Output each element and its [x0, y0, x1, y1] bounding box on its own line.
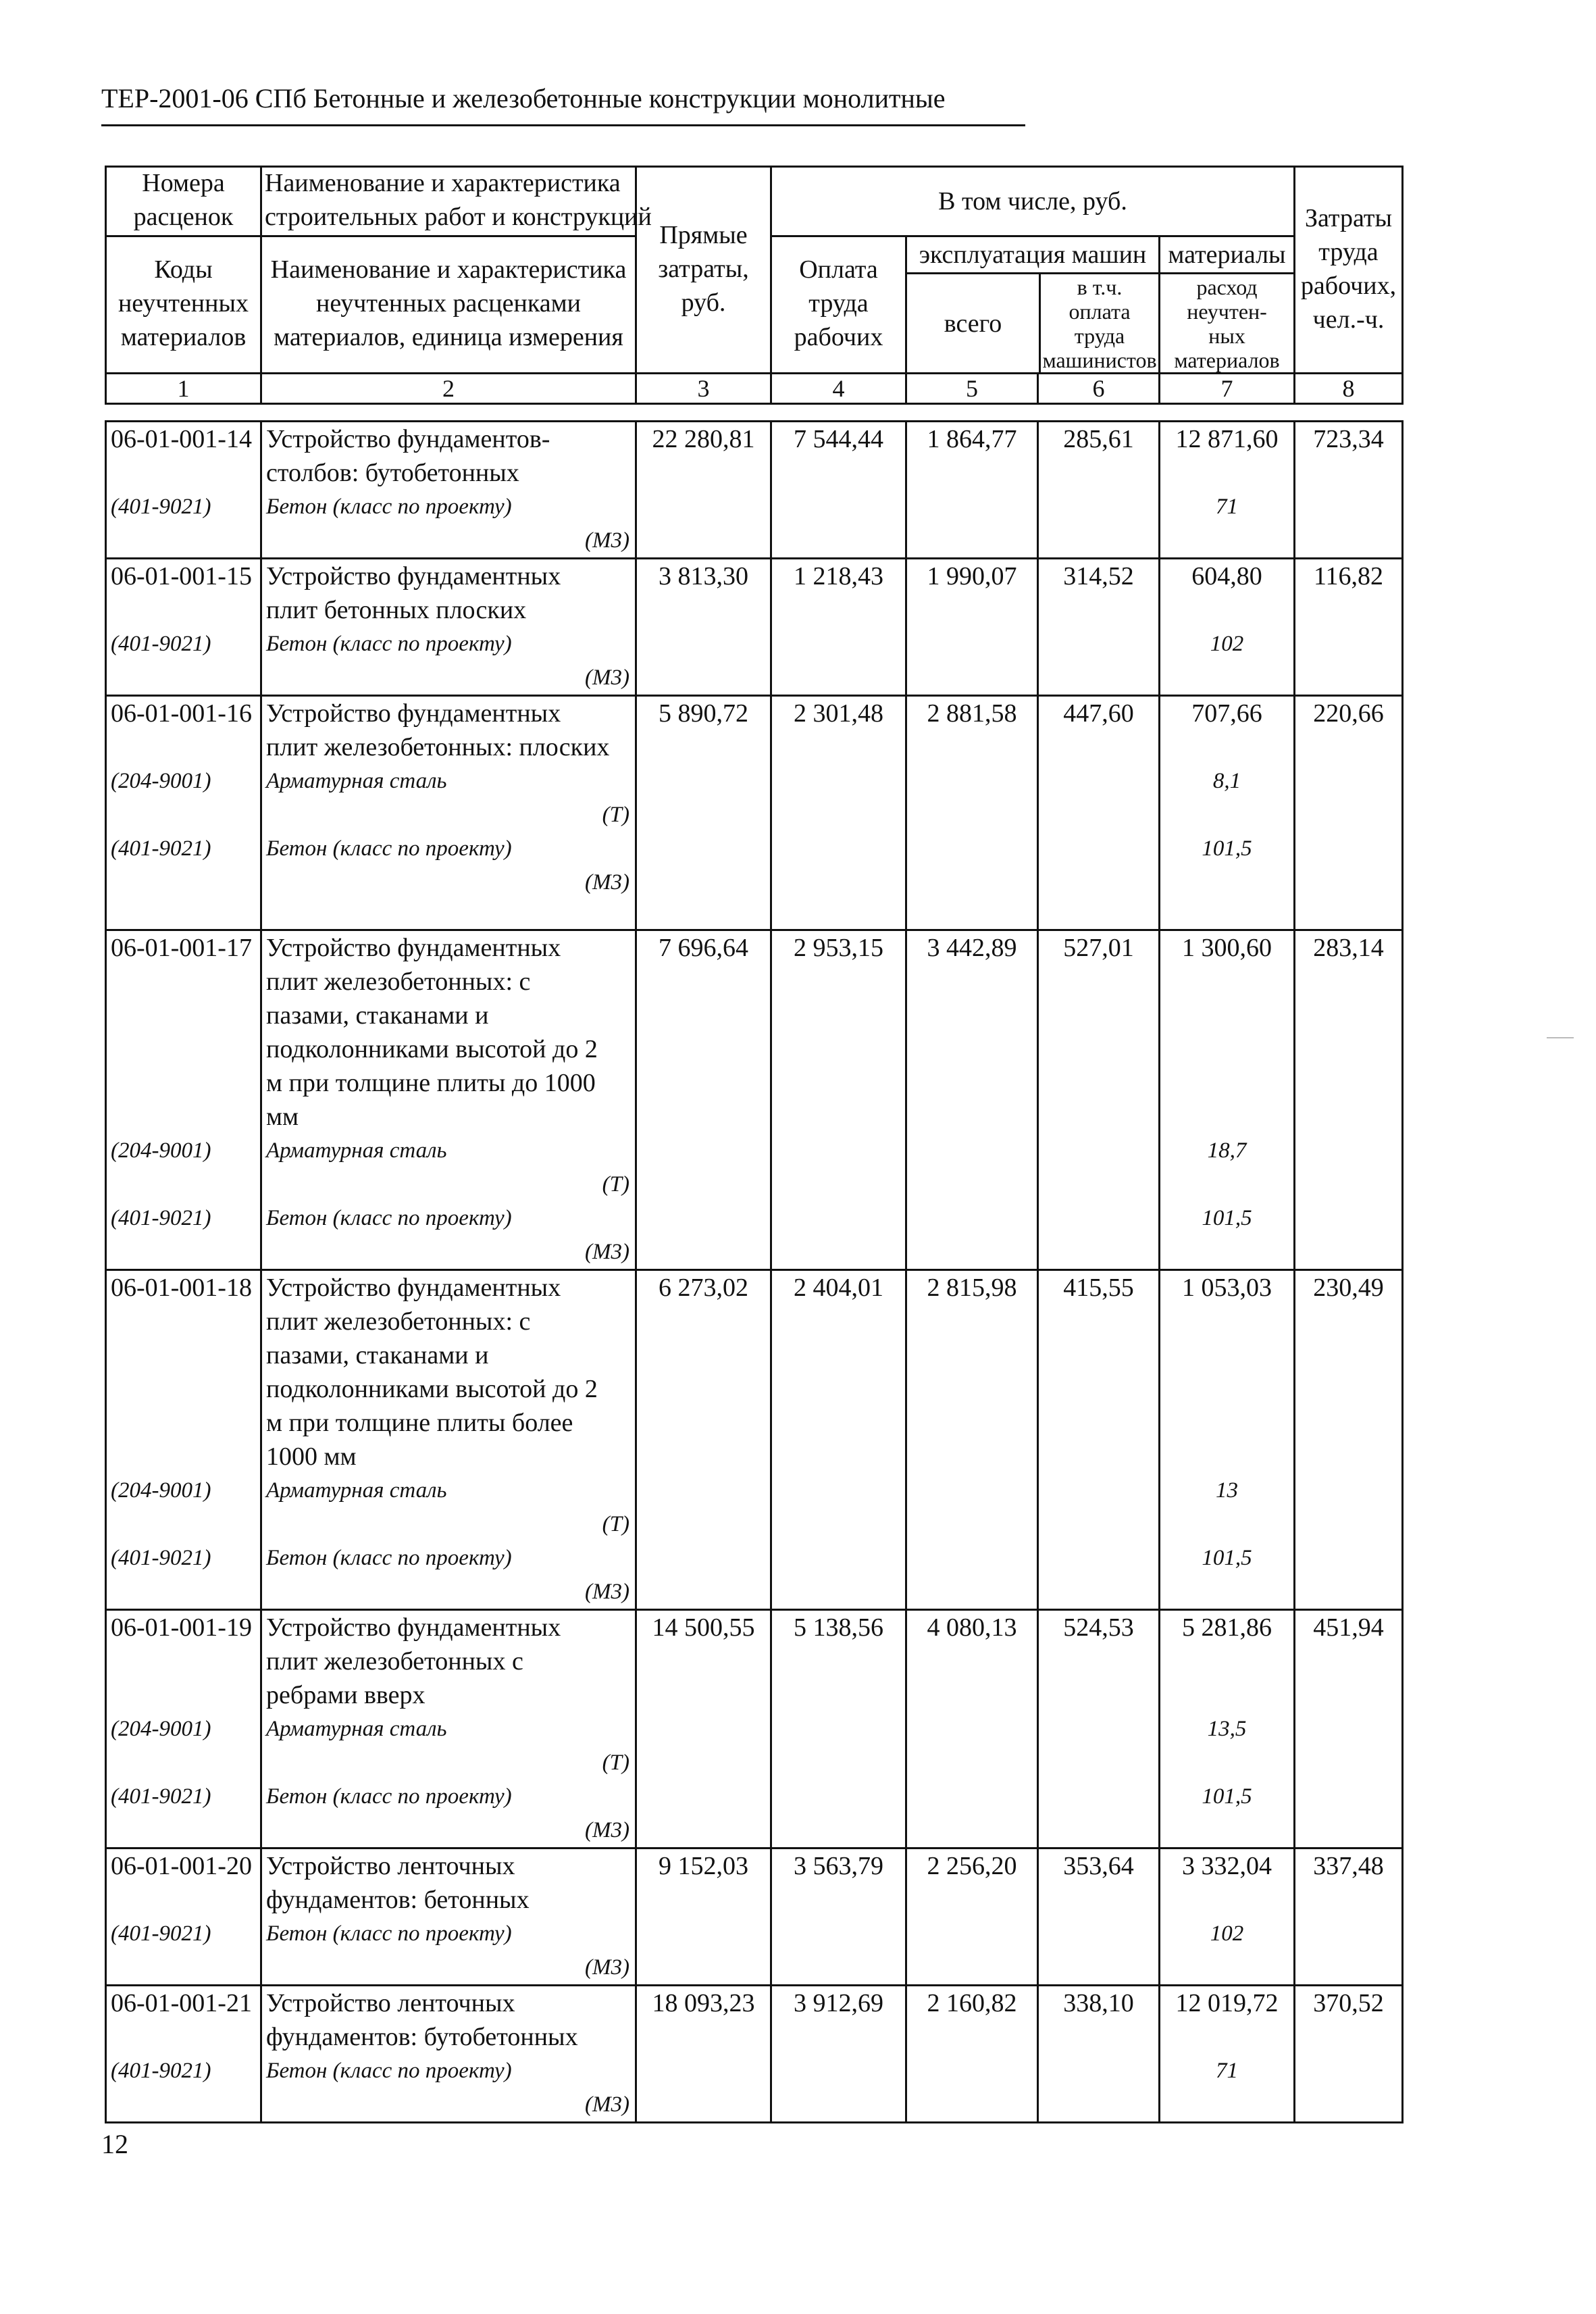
work-name-line: Устройство фундаментных — [266, 562, 561, 590]
material-name: Бетон (класс по проекту) — [266, 1206, 512, 1230]
material-code: (401-9021) — [111, 632, 211, 656]
workers-pay-header: Оплата труда рабочих — [771, 236, 906, 374]
material-name: Бетон (класс по проекту) — [266, 2059, 512, 2083]
work-name-line: плит бетонных плоских — [266, 596, 527, 624]
material-unit: (М3) — [585, 1580, 629, 1604]
machinists-pay-value: 415,55 — [1038, 1270, 1160, 1610]
materials-value: 1 053,03 13 101,5 — [1160, 1270, 1295, 1610]
workers-pay-value: 3 563,79 — [771, 1848, 906, 1986]
direct-costs-value: 6 273,02 — [636, 1270, 771, 1610]
material-code: (204-9001) — [111, 1478, 211, 1503]
labor-hours-value: 337,48 — [1295, 1848, 1403, 1986]
labor-hours-value: 230,49 — [1295, 1270, 1403, 1610]
material-name: Бетон (класс по проекту) — [266, 1546, 512, 1570]
labor-hours-value: 370,52 — [1295, 1986, 1403, 2123]
machines-label: эксплуатация машин — [907, 237, 1158, 274]
machines-total-value: 1 864,77 — [906, 422, 1038, 559]
material-quantity: 13 — [1216, 1478, 1238, 1503]
workers-pay-value: 2 301,48 — [771, 696, 906, 930]
labor-hours-value: 451,94 — [1295, 1610, 1403, 1848]
labor-hours-header: Затраты труда рабочих, чел.-ч. — [1295, 167, 1403, 374]
column-number: 1 — [106, 374, 261, 404]
workers-pay-value: 1 218,43 — [771, 559, 906, 696]
work-name-line: Устройство фундаментных — [266, 699, 561, 728]
material-name: Бетон (класс по проекту) — [266, 632, 512, 656]
rate-code: 06-01-001-16 — [111, 699, 252, 728]
materials-value: 1 300,60 18,7 101,5 — [1160, 930, 1295, 1270]
material-code: (401-9021) — [111, 495, 211, 519]
material-unit: (Т) — [602, 803, 629, 827]
work-name-line: м при толщине плиты до 1000 — [266, 1069, 596, 1097]
table-row — [106, 1986, 1403, 2123]
col1-top-header: Номера расценок — [106, 167, 261, 236]
machines-total-value: 1 990,07 — [906, 559, 1038, 696]
material-name: Бетон (класс по проекту) — [266, 1921, 512, 1946]
direct-costs-value: 22 280,81 — [636, 422, 771, 559]
machines-total-value: 2 815,98 — [906, 1270, 1038, 1610]
labor-hours-value: 116,82 — [1295, 559, 1403, 696]
table-row — [106, 696, 1403, 930]
material-unit: (М3) — [585, 2092, 629, 2117]
material-unit: (М3) — [585, 1818, 629, 1842]
work-name-cell — [261, 1986, 636, 2123]
machines-total-value: 4 080,13 — [906, 1610, 1038, 1848]
work-name-line: плит железобетонных с — [266, 1647, 523, 1676]
machines-total-value: 2 160,82 — [906, 1986, 1038, 2123]
machines-total-value: 3 442,89 — [906, 930, 1038, 1270]
col2-top-header: Наименование и характеристика строительных работ и конструкций — [261, 167, 636, 236]
rate-code: 06-01-001-17 — [111, 934, 252, 962]
work-name-line: плит железобетонных: с — [266, 967, 531, 996]
scan-mark — [1547, 1037, 1574, 1038]
material-quantity: 102 — [1210, 1921, 1244, 1946]
materials-label: материалы — [1160, 237, 1293, 274]
table-row — [106, 559, 1403, 696]
table-row — [106, 422, 1403, 559]
work-name-line: ребрами вверх — [266, 1681, 426, 1709]
material-name: Арматурная сталь — [266, 1138, 447, 1163]
material-code: (204-9001) — [111, 1138, 211, 1163]
machines-header — [906, 236, 1160, 374]
material-unit: (М3) — [585, 528, 629, 553]
labor-hours-value: 723,34 — [1295, 422, 1403, 559]
work-name-cell — [261, 696, 636, 930]
material-code: (204-9001) — [111, 769, 211, 793]
column-number: 5 — [906, 374, 1038, 404]
material-quantity: 13,5 — [1207, 1717, 1247, 1741]
work-name-cell — [261, 1610, 636, 1848]
machinists-pay-value: 527,01 — [1038, 930, 1160, 1270]
material-code: (401-9021) — [111, 2059, 211, 2083]
col1-bottom-header: Коды неучтенных материалов — [106, 236, 261, 374]
rate-code: 06-01-001-14 — [111, 425, 252, 453]
work-name-line: м при толщине плиты более — [266, 1409, 573, 1437]
workers-pay-value: 7 544,44 — [771, 422, 906, 559]
rate-code: 06-01-001-15 — [111, 562, 252, 590]
material-quantity: 71 — [1216, 495, 1238, 519]
materials-header — [1160, 236, 1295, 374]
direct-costs-value: 18 093,23 — [636, 1986, 771, 2123]
material-name: Арматурная сталь — [266, 1717, 447, 1741]
material-quantity: 18,7 — [1207, 1138, 1247, 1163]
included-costs-header: В том числе, руб. — [771, 167, 1295, 236]
direct-costs-value: 9 152,03 — [636, 1848, 771, 1986]
rate-code-cell — [106, 1270, 261, 1610]
column-number: 7 — [1160, 374, 1295, 404]
rate-code-cell — [106, 1986, 261, 2123]
material-unit: (М3) — [585, 1240, 629, 1264]
materials-value: 3 332,04 102 — [1160, 1848, 1295, 1986]
rate-code: 06-01-001-20 — [111, 1852, 252, 1880]
workers-pay-value: 2 404,01 — [771, 1270, 906, 1610]
material-unit: (М3) — [585, 1955, 629, 1980]
material-code: (401-9021) — [111, 836, 211, 861]
materials-value: 12 019,72 71 — [1160, 1986, 1295, 2123]
table-row — [106, 1270, 1403, 1610]
rate-code: 06-01-001-21 — [111, 1989, 252, 2017]
materials-value: 707,66 8,1 101,5 — [1160, 696, 1295, 930]
work-name-line: Устройство ленточных — [266, 1989, 515, 2017]
material-name: Арматурная сталь — [266, 769, 447, 793]
column-number: 4 — [771, 374, 906, 404]
rate-code-cell — [106, 559, 261, 696]
material-quantity: 102 — [1210, 632, 1244, 656]
machinists-pay-value: 353,64 — [1038, 1848, 1160, 1986]
material-name: Бетон (класс по проекту) — [266, 836, 512, 861]
material-name: Бетон (класс по проекту) — [266, 1784, 512, 1809]
rates-table — [105, 420, 1404, 2123]
material-quantity: 101,5 — [1202, 836, 1252, 861]
material-code: (204-9001) — [111, 1717, 211, 1741]
material-code: (401-9021) — [111, 1206, 211, 1230]
machinists-pay-value: 285,61 — [1038, 422, 1160, 559]
col2-bottom-header: Наименование и характеристика неучтенных расценками материалов, единица измерения — [261, 236, 636, 374]
material-unit: (Т) — [602, 1751, 629, 1775]
table-row — [106, 1610, 1403, 1848]
rate-code-cell — [106, 422, 261, 559]
rate-code-cell — [106, 930, 261, 1270]
rate-code: 06-01-001-19 — [111, 1613, 252, 1642]
machines-total-header: всего — [907, 274, 1041, 372]
materials-value: 604,80 102 — [1160, 559, 1295, 696]
material-unit: (М3) — [585, 665, 629, 690]
work-name-line: подколонниками высотой до 2 — [266, 1375, 598, 1403]
labor-hours-value: 220,66 — [1295, 696, 1403, 930]
work-name-line: пазами, стаканами и — [266, 1341, 489, 1369]
rate-code-cell — [106, 696, 261, 930]
work-name-line: 1000 мм — [266, 1442, 357, 1471]
materials-value: 12 871,60 71 — [1160, 422, 1295, 559]
work-name-cell — [261, 422, 636, 559]
unaccounted-materials-header: расход неучтен- ных материалов — [1174, 274, 1280, 372]
work-name-line: Устройство фундаментных — [266, 1613, 561, 1642]
work-name-line: мм — [266, 1103, 299, 1131]
direct-costs-header: Прямые затраты, руб. — [636, 167, 771, 374]
machines-total-value: 2 256,20 — [906, 1848, 1038, 1986]
work-name-line: плит железобетонных: с — [266, 1307, 531, 1336]
table-row — [106, 930, 1403, 1270]
rate-code-cell — [106, 1610, 261, 1848]
table-row — [106, 1848, 1403, 1986]
work-name-cell — [261, 1270, 636, 1610]
material-unit: (Т) — [602, 1512, 629, 1536]
column-number: 8 — [1295, 374, 1403, 404]
rate-code: 06-01-001-18 — [111, 1274, 252, 1302]
machinists-pay-header: в т.ч. оплата труда машинистов — [1042, 274, 1157, 372]
work-name-line: фундаментов: бутобетонных — [266, 2023, 578, 2051]
machinists-pay-value: 314,52 — [1038, 559, 1160, 696]
direct-costs-value: 14 500,55 — [636, 1610, 771, 1848]
machinists-pay-value: 338,10 — [1038, 1986, 1160, 2123]
materials-value: 5 281,86 13,5 101,5 — [1160, 1610, 1295, 1848]
material-quantity: 71 — [1216, 2059, 1238, 2083]
workers-pay-value: 3 912,69 — [771, 1986, 906, 2123]
page-number: 12 — [101, 2129, 128, 2159]
work-name-line: столбов: бутобетонных — [266, 459, 519, 487]
material-quantity: 101,5 — [1202, 1546, 1252, 1570]
material-unit: (Т) — [602, 1172, 629, 1197]
direct-costs-value: 5 890,72 — [636, 696, 771, 930]
work-name-line: Устройство фундаментных — [266, 1274, 561, 1302]
table-header — [105, 166, 1404, 405]
column-number: 2 — [261, 374, 636, 404]
labor-hours-value: 283,14 — [1295, 930, 1403, 1270]
material-code: (401-9021) — [111, 1784, 211, 1809]
material-code: (401-9021) — [111, 1921, 211, 1946]
direct-costs-value: 3 813,30 — [636, 559, 771, 696]
direct-costs-value: 7 696,64 — [636, 930, 771, 1270]
column-number: 3 — [636, 374, 771, 404]
column-number: 6 — [1038, 374, 1160, 404]
material-name: Бетон (класс по проекту) — [266, 495, 512, 519]
work-name-cell — [261, 559, 636, 696]
material-code: (401-9021) — [111, 1546, 211, 1570]
header-rule — [101, 124, 1025, 126]
work-name-line: пазами, стаканами и — [266, 1001, 489, 1030]
work-name-line: Устройство ленточных — [266, 1852, 515, 1880]
machines-total-value: 2 881,58 — [906, 696, 1038, 930]
machinists-pay-value: 524,53 — [1038, 1610, 1160, 1848]
work-name-line: фундаментов: бетонных — [266, 1886, 530, 1914]
material-name: Арматурная сталь — [266, 1478, 447, 1503]
work-name-line: плит железобетонных: плоских — [266, 733, 610, 761]
work-name-cell — [261, 1848, 636, 1986]
page-header: ТЕР-2001-06 СПб Бетонные и железобетонные конструкции монолитные — [101, 83, 946, 114]
work-name-line: Устройство фундаментов- — [266, 425, 550, 453]
machinists-pay-value: 447,60 — [1038, 696, 1160, 930]
workers-pay-value: 5 138,56 — [771, 1610, 906, 1848]
material-unit: (М3) — [585, 870, 629, 895]
material-quantity: 101,5 — [1202, 1784, 1252, 1809]
rate-code-cell — [106, 1848, 261, 1986]
work-name-line: подколонниками высотой до 2 — [266, 1035, 598, 1063]
material-quantity: 101,5 — [1202, 1206, 1252, 1230]
workers-pay-value: 2 953,15 — [771, 930, 906, 1270]
work-name-line: Устройство фундаментных — [266, 934, 561, 962]
material-quantity: 8,1 — [1212, 769, 1241, 793]
work-name-cell — [261, 930, 636, 1270]
